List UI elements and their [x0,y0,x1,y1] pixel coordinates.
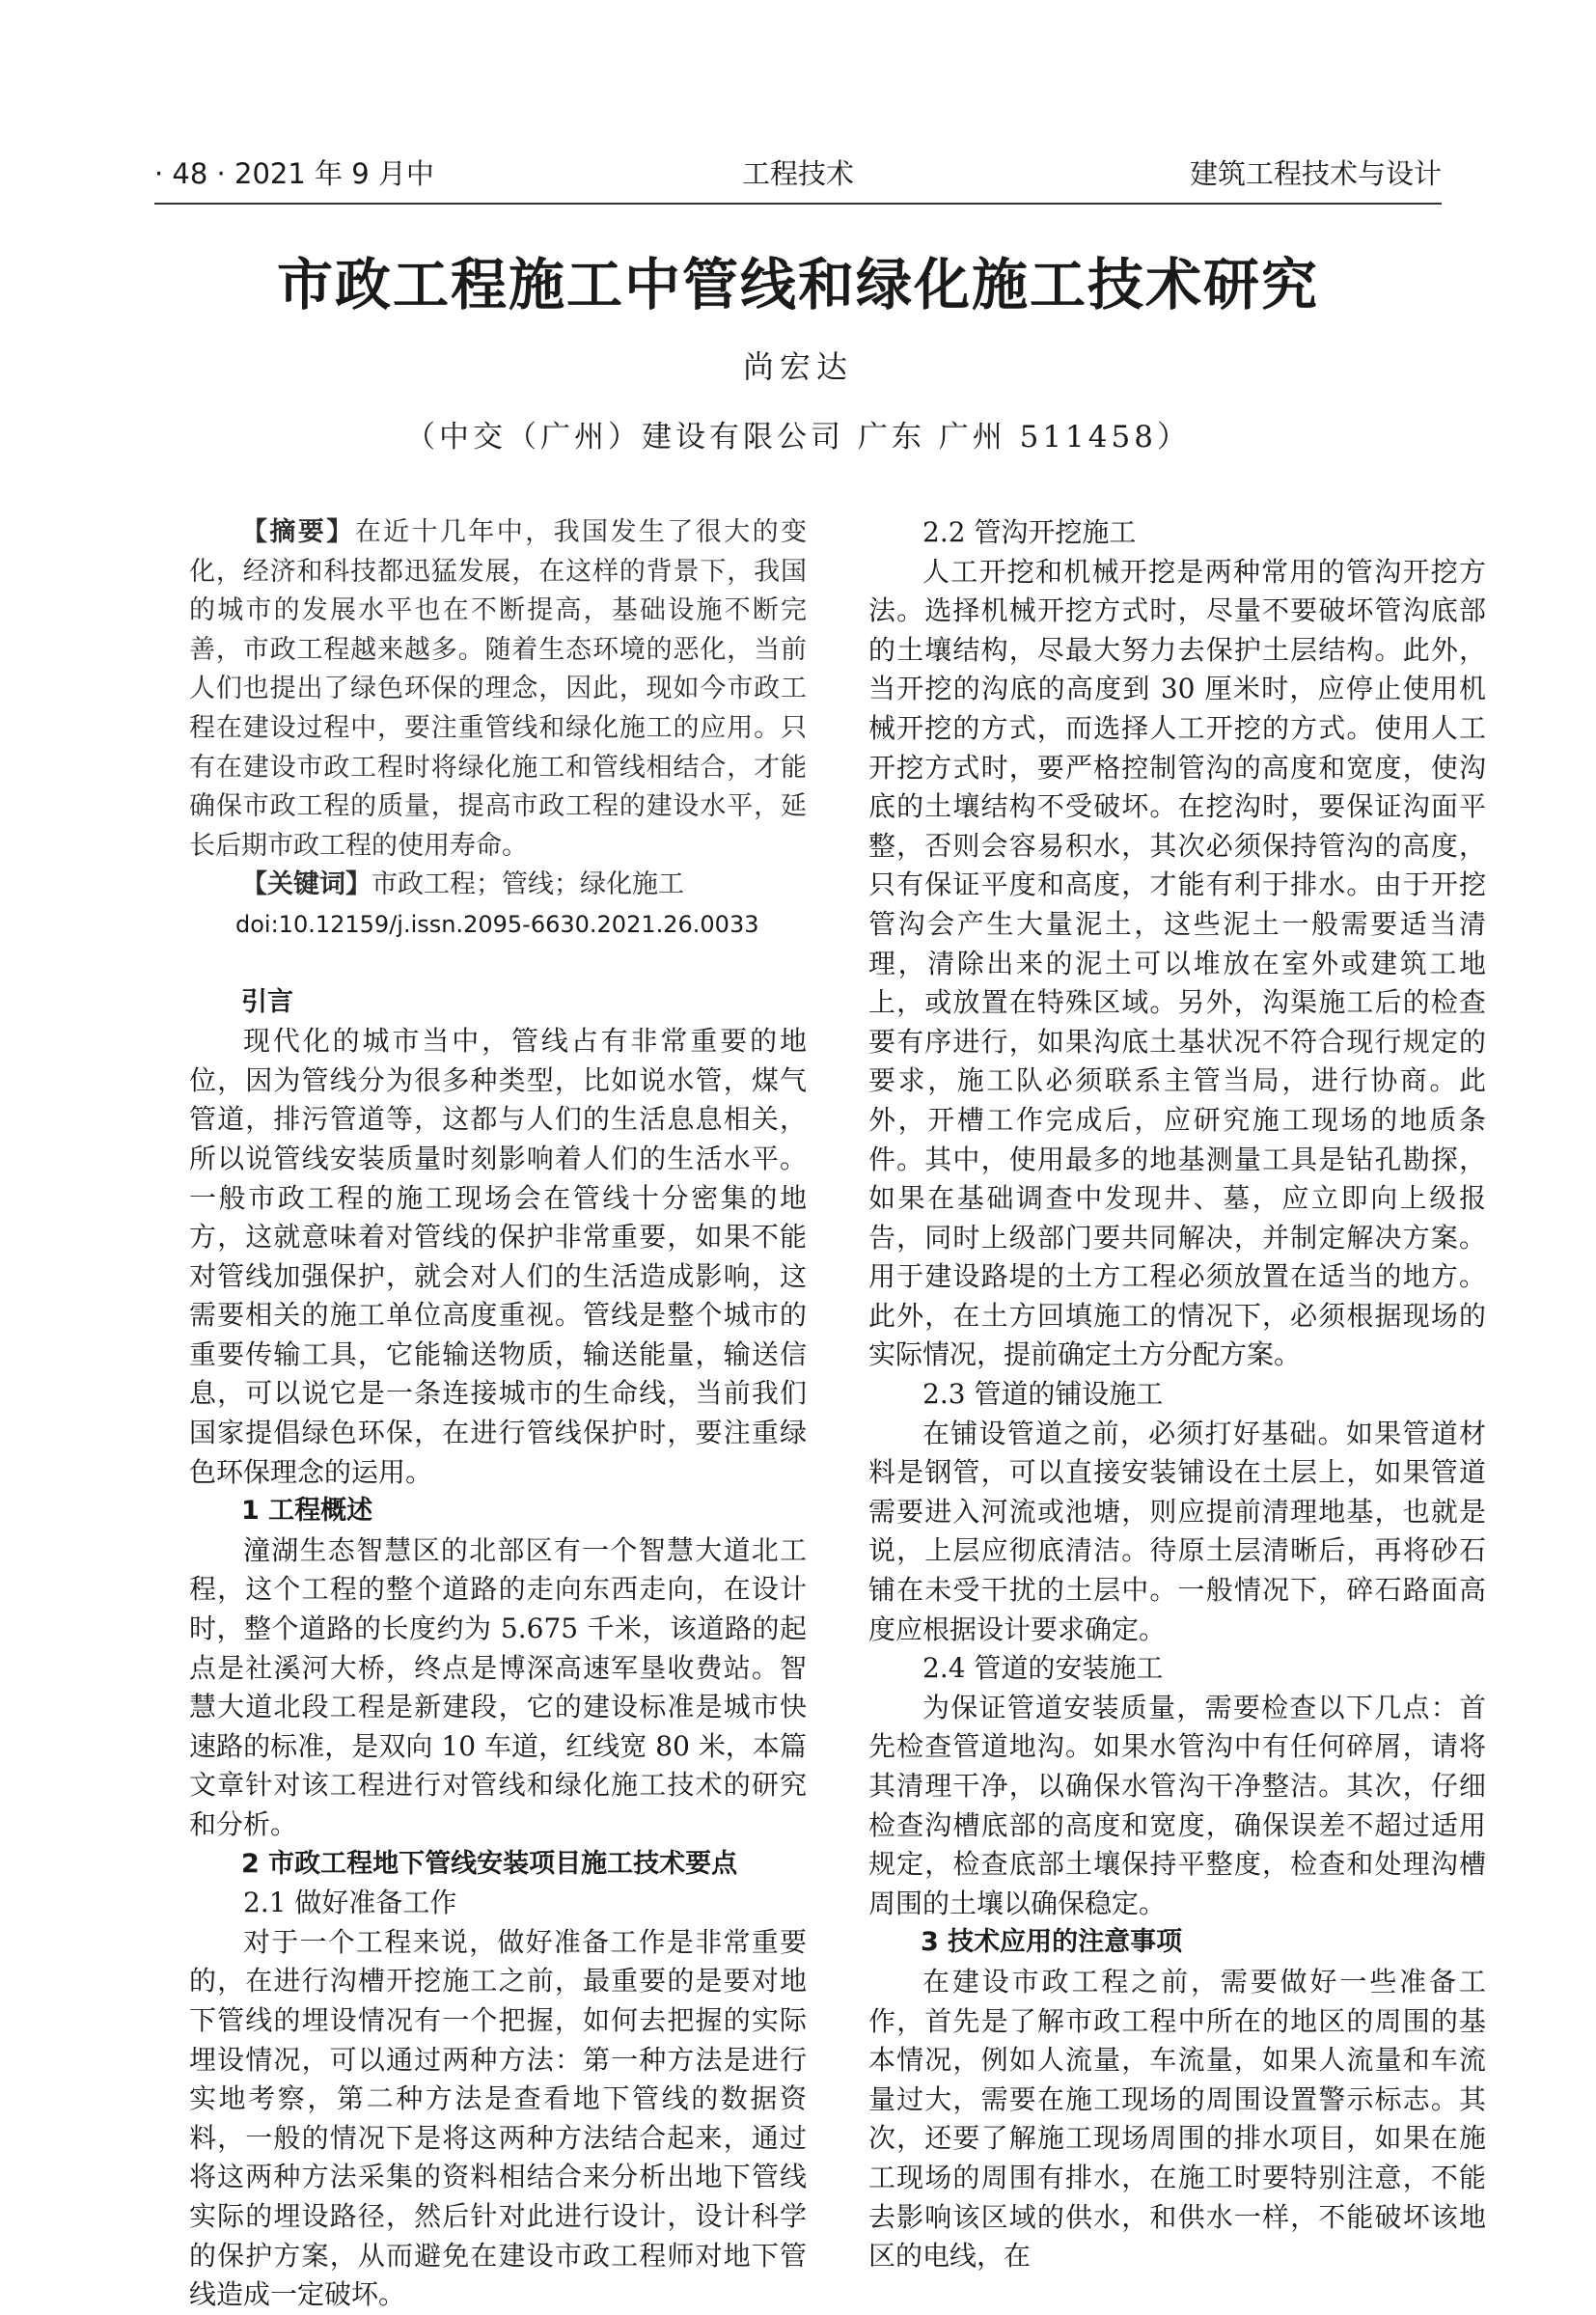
header-rule [154,203,1442,205]
section-heading-2: 2 市政工程地下管线安装项目施工技术要点 [241,1848,738,1879]
section-heading-2-1: 2.1 做好准备工作 [243,1887,457,1919]
doi: doi:10.12159/j.issn.2095-6630.2021.26.0033 [235,910,759,938]
author-name: 尚宏达 [742,348,853,385]
page-info: · 48 · 2021 年 9 月中 [154,157,434,190]
keywords-label: 【关键词】 [241,869,371,900]
keywords [189,866,807,905]
author-affiliation: （中交（广州）建设有限公司 广东 广州 511458） [405,420,1191,455]
section-text-intro: 现代化的城市当中，管线占有非常重要的地位，因为管线分为很多种类型，比如说水管，煤气管道，排污管道等，这都与人们的生活息息相关，所以说管线安装质量时刻影响着人们的生活水平。一般市政工程的施工现场会在管线十分密集的地方，这就意味着对管线的保护非常重要，如果不能对管线加强保护，就会对人们的生活造成影响，这需要相关的施工单位高度重视。管线是整个城市的重要传输工具，它能输送物质，输送能量，输送信息，可以说它是一条连接城市的生命线，当前我们国家提倡绿色环保，在进行管线保护时，要注重绿色环保理念的运用。 [189,1025,807,1488]
keywords-text: 市政工程；管线；绿化施工 [371,869,684,900]
running-header [154,154,1442,193]
right-column [868,513,1486,2276]
abstract-label: 【摘要】 [241,517,355,547]
journal-section: 工程技术 [741,157,854,190]
section-heading-3: 3 技术应用的注意事项 [921,1927,1183,1958]
left-column [189,513,807,2315]
section-heading-2-4: 2.4 管道的安装施工 [922,1652,1164,1685]
journal-name: 建筑工程技术与设计 [1189,157,1442,190]
section-text-2-2: 人工开挖和机械开挖是两种常用的管沟开挖方法。选择机械开挖方式时，尽量不要破坏管沟底部的土壤结构，尽最大努力去保护土层结构。此外，当开挖的沟底的高度到 30 厘米时，应停止使用机械开挖的方式，而选择人工开挖的方式。使用人工开挖方式时，要严格控制管沟的高度和宽度，使沟底的土壤结构不受破坏。在挖沟时，要保证沟面平整，否则会容易积水，其次必须保持管沟的高度，只有保证平度和高度，才能有利于排水。由于开挖管沟会产生大量泥土，这些泥土一般需要适当清理，清除出来的泥土可以堆放在室外或建筑工地上，或放置在特殊区域。另外，沟渠施工后的检查要有序进行，如果沟底土基状况不符合现行规定的要求，施工队必须联系主管当局，进行协商。此外，开槽工作完成后，应研究施工现场的地质条件。其中，使用最多的地基测量工具是钻孔勘探，如果在基础调查中发现井、墓，应立即向上级报告，同时上级部门要共同解决，并制定解决方案。用于建设路堤的土方工程必须放置在适当的地方。此外，在土方回填施工的情况下，必须根据现场的实际情况，提前确定土方分配方案。 [868,555,1486,1371]
section-heading-1: 1 工程概述 [241,1496,373,1527]
abstract-text: 在近十几年中，我国发生了很大的变化，经济和科技都迅猛发展，在这样的背景下，我国的城市的发展水平也在不断提高，基础设施不断完善，市政工程越来越多。随着生态环境的恶化，当前人们也提出了绿色环保的理念，因此，现如今市政工程在建设过程中，要注重管线和绿化施工的应用。只有在建设市政工程时将绿化施工和管线相结合，才能确保市政工程的质量，提高市政工程的建设水平，延长后期市政工程的使用寿命。 [189,517,808,861]
spacer [189,945,807,983]
section-heading-intro: 引言 [241,986,293,1017]
section-text-2-4: 为保证管道安装质量，需要检查以下几点：首先检查管道地沟。如果水管沟中有任何碎屑，请将其清理干净，以确保水管沟干净整洁。其次，仔细检查沟槽底部的高度和宽度，确保误差不超过适用规定，检查底部土壤保持平整度，检查和处理沟槽周围的土壤以确保稳定。 [868,1691,1486,1919]
section-heading-2-2: 2.2 管沟开挖施工 [922,516,1137,548]
section-text-1: 潼湖生态智慧区的北部区有一个智慧大道北工程，这个工程的整个道路的走向东西走向，在设计时，整个道路的长度约为 5.675 千米，该道路的起点是社溪河大桥，终点是博深高速军垦收费站。智慧大道北段工程是新建段，它的建设标准是城市快速路的标准，是双向 10 车道，红线宽 80 米，本篇文章针对该工程进行对管线和绿化施工技术的研究和分析。 [189,1533,807,1840]
section-text-3: 在建设市政工程之前，需要做好一些准备工作，首先是了解市政工程中所在的地区的周围的基本情况，例如人流量，车流量，如果人流量和车流量过大，需要在施工现场的周围设置警示标志。其次，还要了解施工现场周围的排水项目，如果在施工现场的周围有排水，在施工时要特别注意，不能去影响该区域的供水，和供水一样，不能破坏该地区的电线，在 [868,1965,1486,2273]
abstract [189,513,807,866]
section-heading-2-3: 2.3 管道的铺设施工 [922,1378,1164,1411]
article-title: 市政工程施工中管线和绿化施工技术研究 [276,252,1319,317]
section-text-2-3: 在铺设管道之前，必须打好基础。如果管道材料是钢管，可以直接安装铺设在土层上，如果管道需要进入河流或池塘，则应提前清理地基，也就是说，上层应彻底清洁。待原土层清晰后，再将砂石铺在未受干扰的土层中。一般情况下，碎石路面高度应根据设计要求确定。 [868,1417,1486,1645]
section-text-2-1: 对于一个工程来说，做好准备工作是非常重要的，在进行沟槽开挖施工之前，最重要的是要对地下管线的埋设情况有一个把握，如何去把握的实际埋设情况，可以通过两种方法：第一种方法是进行实地考察，第二种方法是查看地下管线的数据资料，一般的情况下是将这两种方法结合起来，通过将这两种方法采集的资料相结合来分析出地下管线实际的埋设路径，然后针对此进行设计，设计科学的保护方案，从而避免在建设市政工程师对地下管线造成一定破坏。 [189,1925,807,2311]
